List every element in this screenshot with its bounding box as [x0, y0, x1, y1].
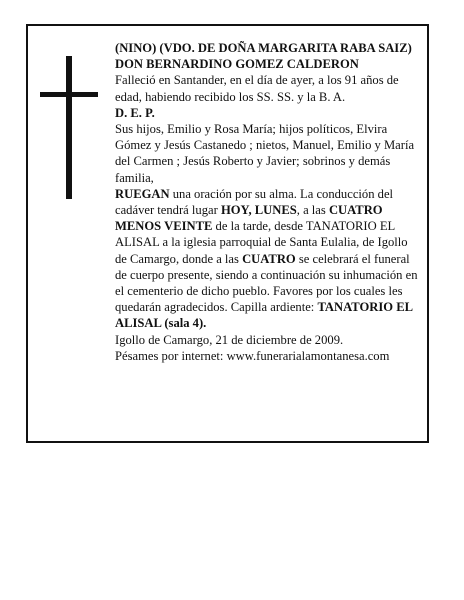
funeral-text-3: de la tarde, desde TANATORIO EL ALISAL a la iglesia parroquial de Santa Eulalia, de Igollo de Camargo, donde a las: [115, 219, 408, 266]
funeral-text-1: una oración por su alma. La conducción del cadáver tendrá lugar: [115, 186, 394, 218]
cross-horizontal-bar: [40, 92, 98, 97]
deceased-name: DON BERNARDINO GOMEZ CALDERON: [115, 57, 359, 72]
cross-icon: [40, 56, 98, 199]
obituary-text: [115, 40, 421, 364]
place-date: Igollo de Camargo, 21 de diciembre de 2009.: [115, 332, 344, 347]
funeral-chapel: TANATORIO EL ALISAL (sala 4).: [115, 300, 413, 331]
dep-line: D. E. P.: [115, 105, 155, 120]
funeral-time-departure: CUATRO MENOS VEINTE: [115, 203, 383, 234]
nickname-line: (NINO) (VDO. DE DOÑA MARGARITA RABA SAIZ): [115, 41, 412, 55]
funeral-paragraph: [115, 186, 421, 332]
funeral-time-mass: CUATRO: [242, 251, 296, 266]
family-paragraph: Sus hijos, Emilio y Rosa María; hijos políticos, Elvira Gómez y Jesús Castanedo ; nietos, Manuel, Emilio y María del Carmen ; Jesús Roberto y Javier; sobrinos y demás familia,: [115, 122, 415, 185]
cross-vertical-bar: [66, 56, 72, 199]
funeral-day: HOY, LUNES: [220, 203, 297, 218]
ruegan-text: RUEGAN: [115, 186, 170, 201]
death-statement: Falleció en Santander, en el día de ayer, a los 91 años de edad, habiendo recibido los SS. SS. y la B. A.: [115, 73, 399, 104]
condolences-line: Pésames por internet: www.funerarialamontanesa.com: [115, 348, 390, 363]
funeral-text-4: se celebrará el funeral de cuerpo presente, siendo a continuación su inhumación en el cementerio de dicho pueblo. Favores por los cuales les quedarán agradecidos. Capilla ardiente:: [115, 251, 418, 315]
funeral-text-2: , a las: [296, 203, 329, 218]
obituary-notice: [26, 24, 429, 443]
